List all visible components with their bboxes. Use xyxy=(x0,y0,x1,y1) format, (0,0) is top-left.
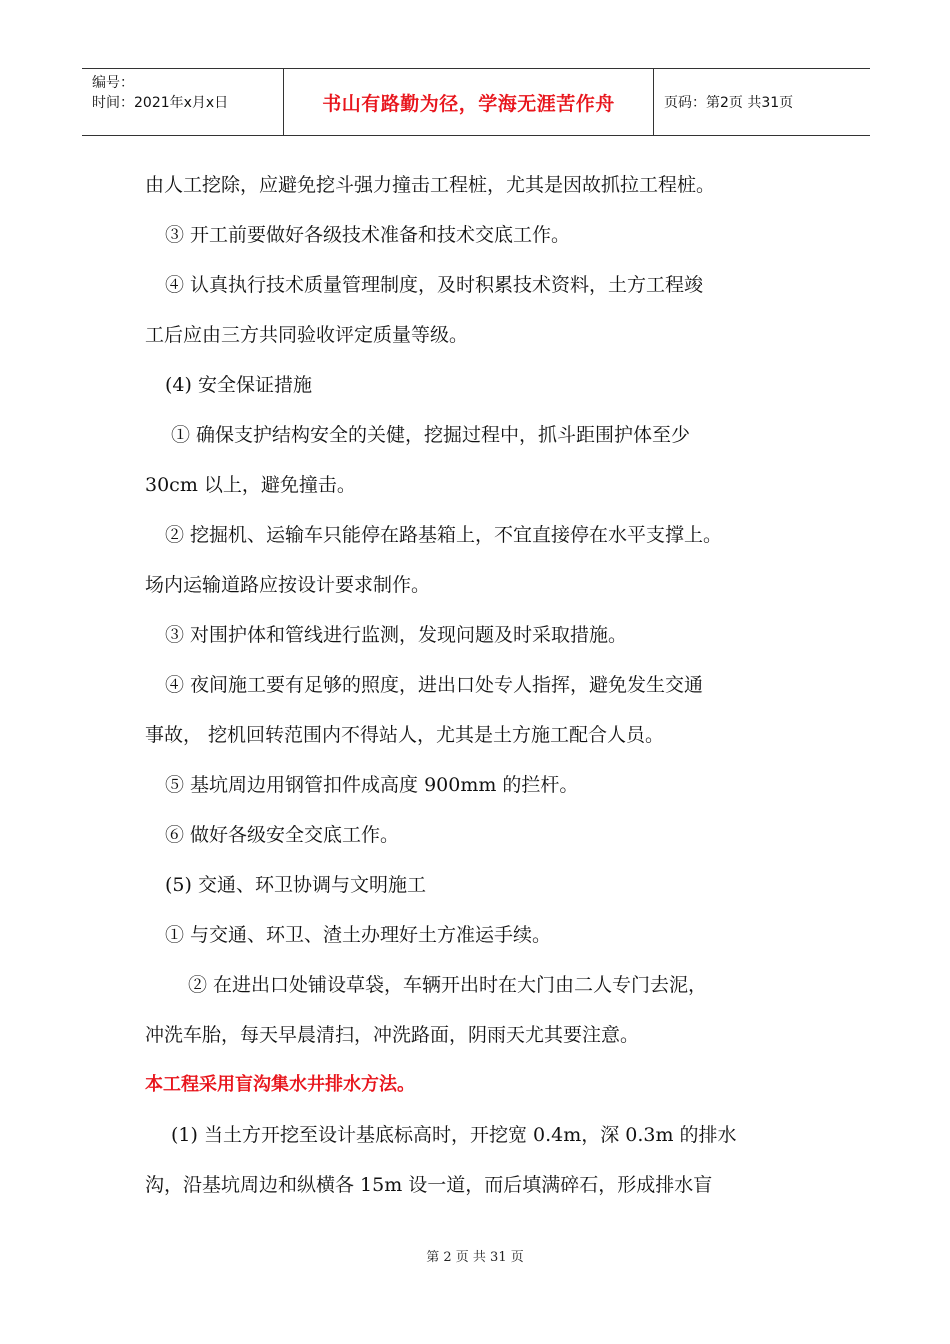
body-line: ⑥ 做好各级安全交底工作。 xyxy=(165,824,400,846)
time-label: 时间：2021年x月x日 xyxy=(92,95,229,111)
header-table xyxy=(82,68,870,136)
section-heading: (5) 交通、环卫协调与文明施工 xyxy=(165,874,426,896)
body-line: 事故， 挖机回转范围内不得站人，尤其是土方施工配合人员。 xyxy=(145,724,665,746)
body-line: 冲洗车胎，每天早晨清扫，冲洗路面，阴雨天尤其要注意。 xyxy=(145,1024,640,1046)
section-heading: (4) 安全保证措施 xyxy=(165,374,312,396)
body-line: (1) 当土方开挖至设计基底标高时，开挖宽 0.4m，深 0.3m 的排水 xyxy=(171,1124,737,1146)
body-line: 场内运输道路应按设计要求制作。 xyxy=(145,574,431,596)
body-line: ④ 认真执行技术质量管理制度，及时积累技术资料，土方工程竣 xyxy=(165,274,704,296)
header-meta xyxy=(82,69,284,135)
number-label: 编号： xyxy=(92,75,134,91)
body-line: ③ 对围护体和管线进行监测，发现问题及时采取措施。 xyxy=(165,624,628,646)
body-line: ④ 夜间施工要有足够的照度，进出口处专人指挥，避免发生交通 xyxy=(165,674,704,696)
header-page-info: 页码：第2页 共31页 xyxy=(664,95,794,111)
body-line: ① 与交通、环卫、渣土办理好土方准运手续。 xyxy=(165,924,552,946)
highlight-heading: 本工程采用盲沟集水井排水方法。 xyxy=(145,1074,415,1095)
body-line: ② 挖掘机、运输车只能停在路基箱上，不宜直接停在水平支撑上。 xyxy=(165,524,723,546)
body-line: 工后应由三方共同验收评定质量等级。 xyxy=(145,324,469,346)
page-footer: 第 2 页 共 31 页 xyxy=(426,1250,524,1265)
body-line: 沟，沿基坑周边和纵横各 15m 设一道，而后填满碎石，形成排水盲 xyxy=(145,1174,713,1196)
body-line: 由人工挖除，应避免挖斗强力撞击工程桩，尤其是因故抓拉工程桩。 xyxy=(145,174,716,196)
header-motto: 书山有路勤为径，学海无涯苦作舟 xyxy=(284,69,654,135)
body-line: ③ 开工前要做好各级技术准备和技术交底工作。 xyxy=(165,224,571,246)
body-line: ① 确保支护结构安全的关健，挖掘过程中，抓斗距围护体至少 xyxy=(171,424,691,446)
body-line: 30cm 以上，避免撞击。 xyxy=(145,474,356,496)
body-line: ② 在进出口处铺设草袋，车辆开出时在大门由二人专门去泥， xyxy=(188,974,708,996)
body-line: ⑤ 基坑周边用钢管扣件成高度 900mm 的拦杆。 xyxy=(165,774,579,796)
document-body xyxy=(145,160,825,1210)
